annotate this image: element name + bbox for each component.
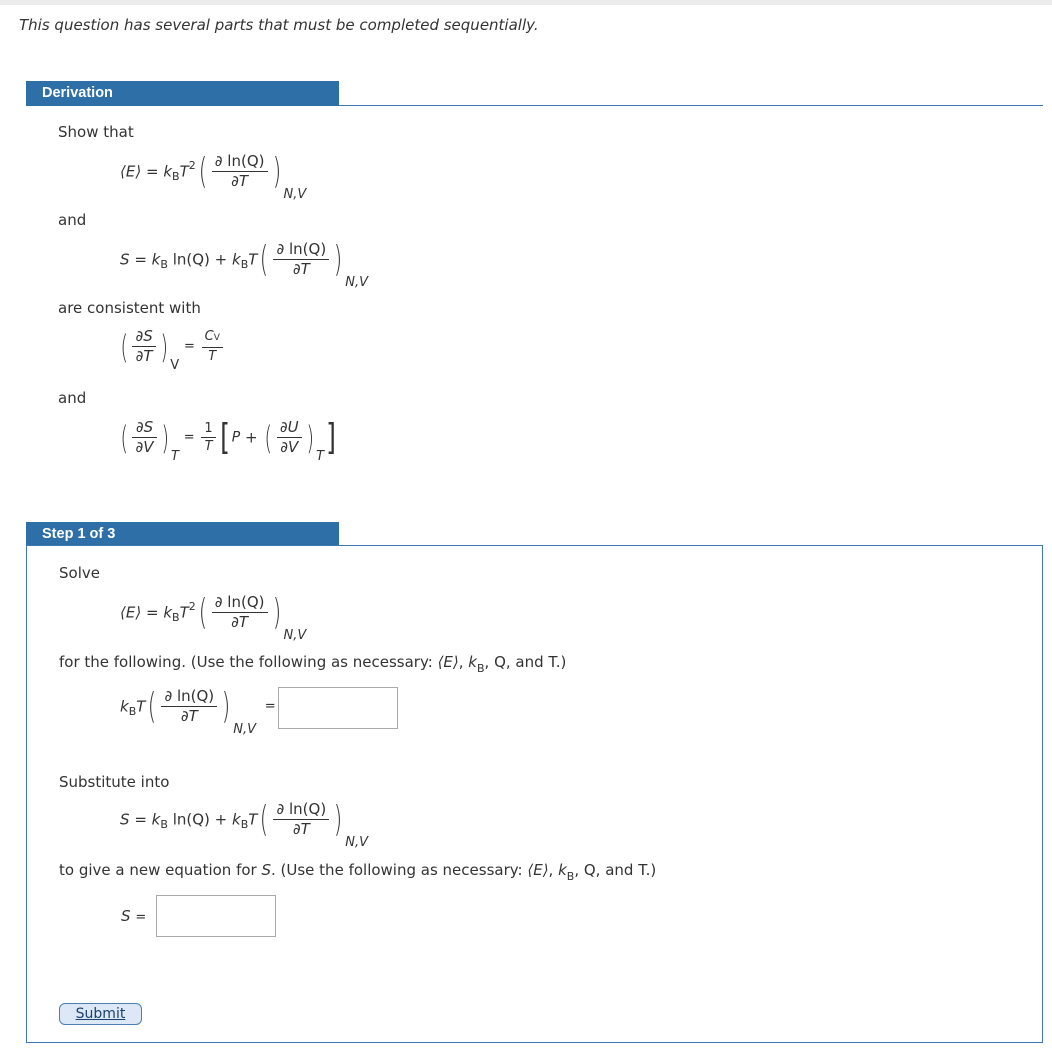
- show-that-text: Show that: [58, 123, 134, 141]
- entropy-equation: $S = k_B$ $\ln(Q) + k_BT$( $\frac{\partial \ln(Q)}{\partial T}$ )N,V: [120, 238, 368, 290]
- step-energy-equation: ⟨E⟩ = $k_BT^2$( $\frac{\partial \ln(Q)}{\partial T}$ )N,V: [120, 591, 307, 643]
- volume-relation: ( $\frac{\partial S}{\partial V}$ ) T = $\frac{1}{T}$ [ P + ( $\frac{\partial U}{\partial V}$ ) T]: [120, 416, 336, 464]
- answer-input-2[interactable]: [156, 895, 276, 937]
- substitute-text: Substitute into: [59, 773, 170, 791]
- intro-text: This question has several parts that must be completed sequentially.: [19, 16, 539, 34]
- derivation-header: Derivation: [26, 81, 339, 106]
- step-header: Step 1 of 3: [26, 522, 339, 546]
- and-text-1: and: [58, 211, 87, 229]
- step-kbt-expression: $k_BT$( $\frac{\partial \ln(Q)}{\partial T}$ )N,V =: [120, 685, 276, 737]
- consistent-text: are consistent with: [58, 299, 201, 317]
- step-entropy-equation: $S = k_B$ $\ln(Q) + k_BT$( $\frac{\partial \ln(Q)}{\partial T}$ )N,V: [120, 798, 368, 850]
- solve-text: Solve: [59, 564, 100, 582]
- step-s-expression: S =: [121, 907, 147, 925]
- heat-capacity-relation: ( $\frac{\partial S}{\partial T}$ ) V = $\frac{CV}{T}$: [118, 327, 225, 373]
- energy-equation: ⟨E⟩ = $k_BT^2$( $\frac{\partial \ln(Q)}{\partial T}$ )N,V: [120, 150, 307, 202]
- derivation-rule: [339, 105, 1043, 106]
- to-give-text: to give a new equation for S. (Use the following as necessary: ⟨E⟩, $k_B$, Q, and T.): [59, 861, 657, 883]
- and-text-2: and: [58, 389, 87, 407]
- answer-input-1[interactable]: [278, 687, 398, 729]
- submit-button[interactable]: Submit: [59, 1003, 142, 1025]
- for-following-text: for the following. (Use the following as necessary: ⟨E⟩, $k_B$, Q, and T.): [59, 653, 567, 675]
